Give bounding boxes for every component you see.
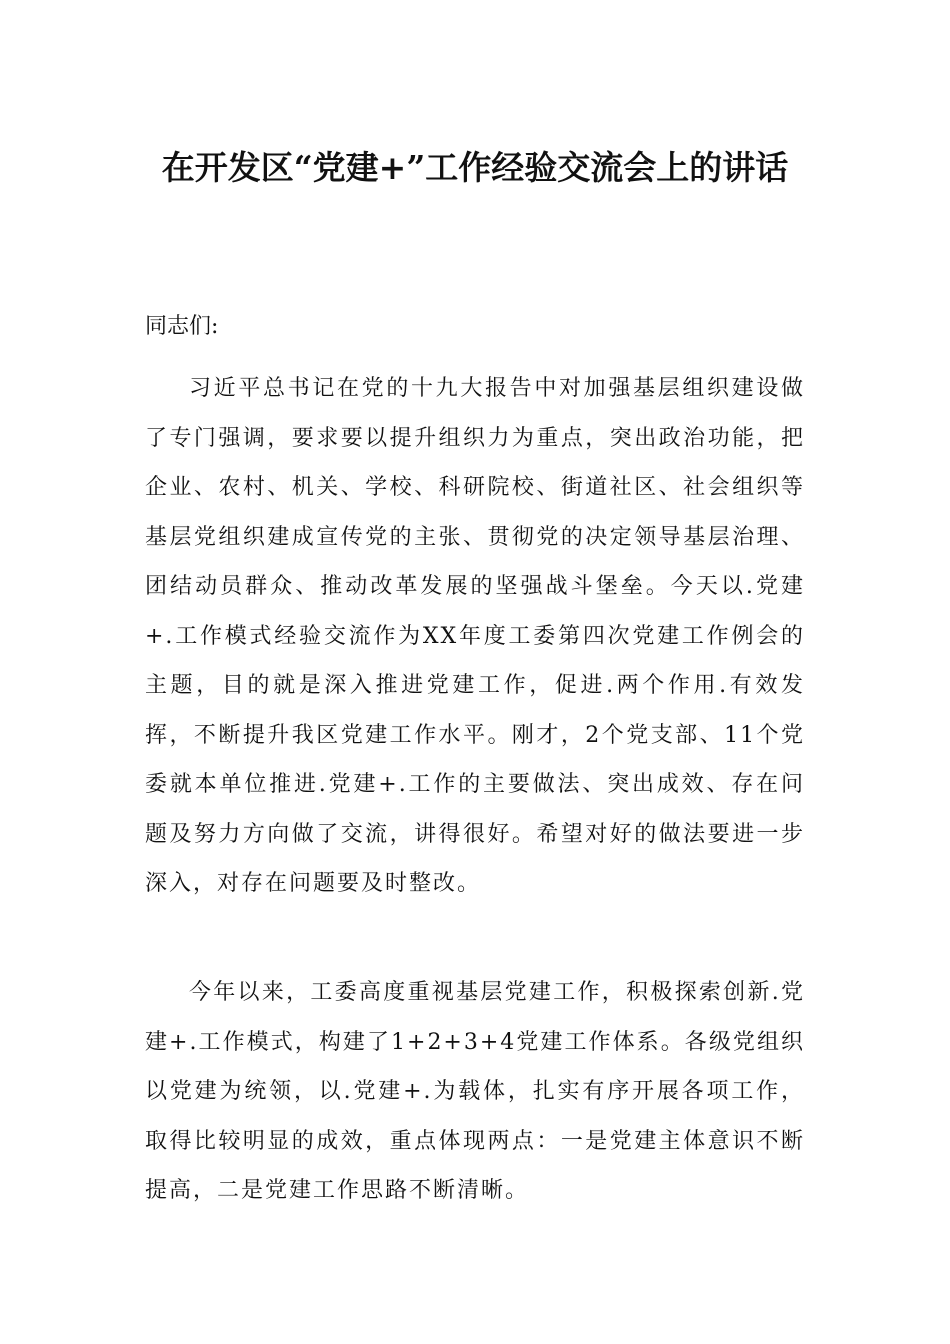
body-paragraph-2: 今年以来，工委高度重视基层党建工作，积极探索创新.党建+.工作模式，构建了1+2+3+4党建工作体系。各级党组织以党建为统领，以.党建+.为载体，扎实有序开展各项工作，取得比较明显的成效，重点体现两点：一是党建主体意识不断提高，二是党建工作思路不断清晰。 <box>145 980 805 1203</box>
document-title: 在开发区“党建+”工作经验交流会上的讲话 <box>161 148 789 188</box>
salutation: 同志们: <box>145 314 219 339</box>
body-paragraph-1: 习近平总书记在党的十九大报告中对加强基层组织建设做了专门强调，要求要以提升组织力为重点，突出政治功能，把企业、农村、机关、学校、科研院校、街道社区、社会组织等基层党组织建成宣传党的主张、贯彻党的决定领导基层治理、团结动员群众、推动改革发展的坚强战斗堡垒。今天以.党建+.工作模式经验交流作为XX年度工委第四次党建工作例会的主题，目的就是深入推进党建工作，促进.两个作用.有效发挥，不断提升我区党建工作水平。刚才，2个党支部、11个党委就本单位推进.党建+.工作的主要做法、突出成效、存在问题及努力方向做了交流，讲得很好。希望对好的做法要进一步深入，对存在问题要及时整改。 <box>145 376 805 896</box>
